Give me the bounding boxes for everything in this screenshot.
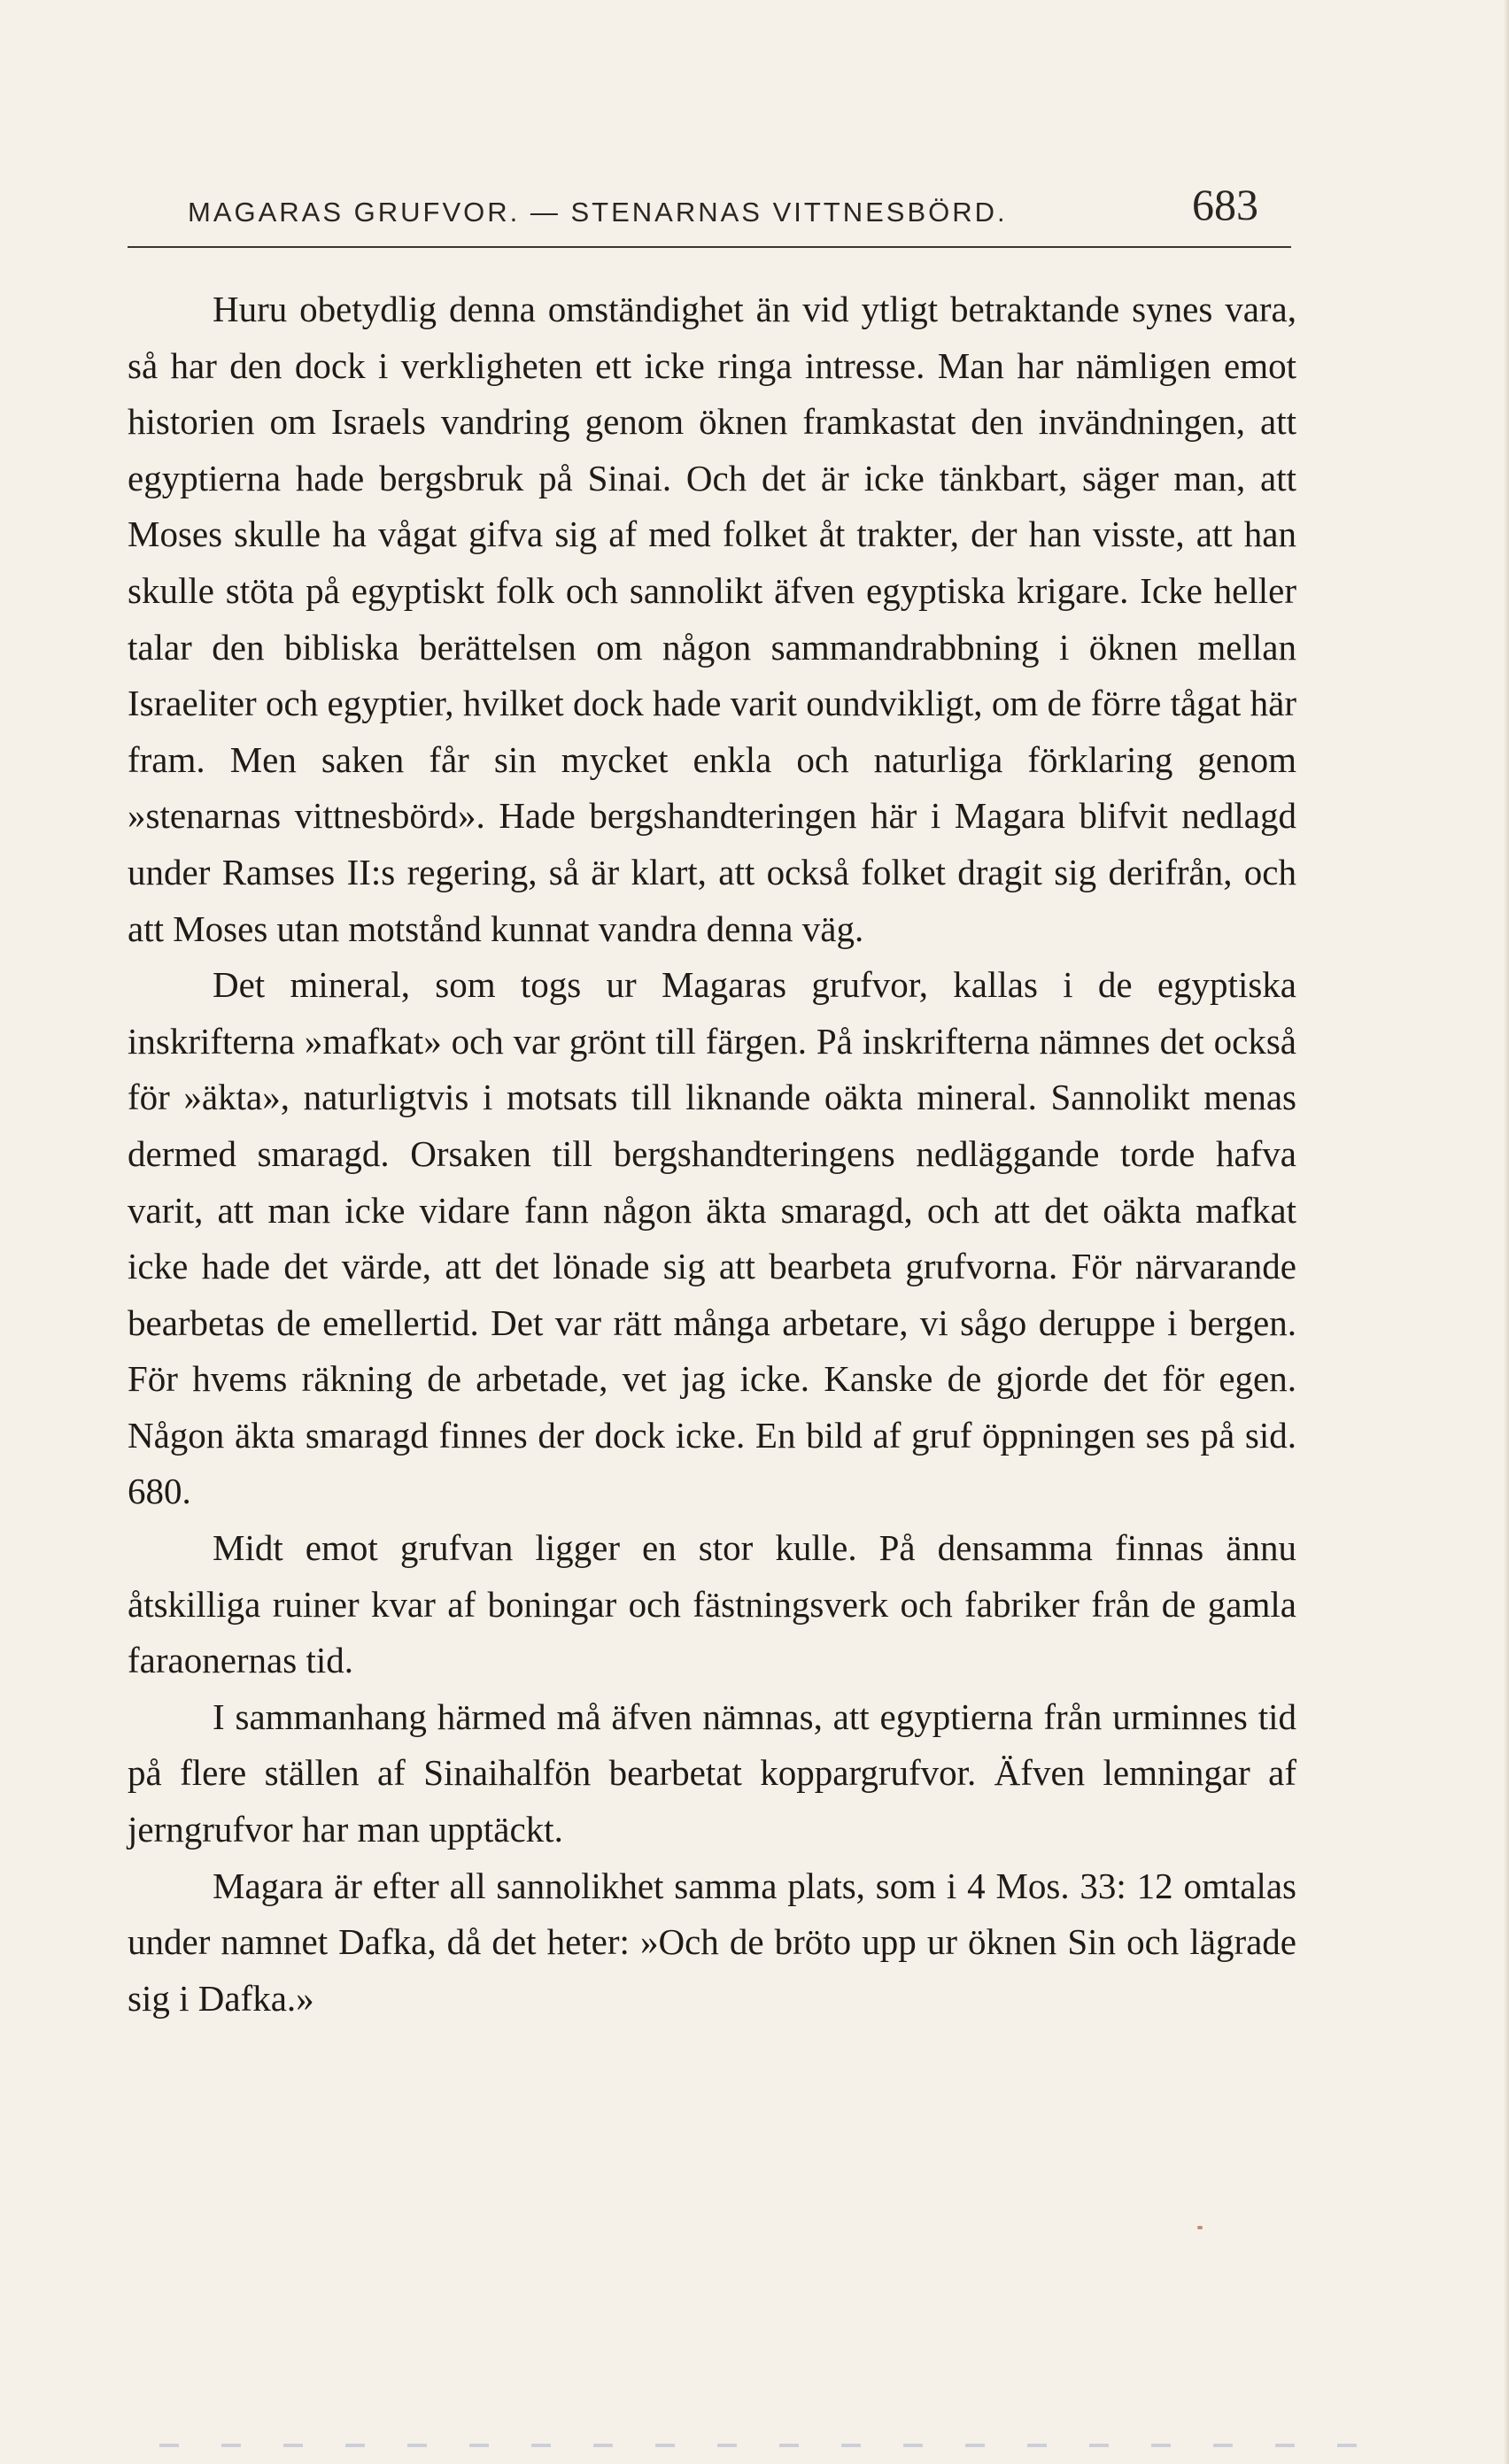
ink-speck (1197, 2226, 1203, 2229)
body-text (128, 282, 1296, 2027)
paragraph-1: Huru obetydlig denna omständighet än vid ytligt betraktande synes vara, så har den dock i verkligheten ett icke ringa intresse. Man har nämligen emot historien om Israels vandring genom öknen framkastat den invändningen, att egyptierna hade bergsbruk på Sinai. Och det är icke tänkbart, säger man, att Moses skulle ha vågat gifva sig af med folket åt trakter, der han visste, att han skulle stöta på egyptiskt folk och sannolikt äfven egyptiska krigare. Icke heller talar den bibliska berättelsen om någon sammandrabbning i öknen mellan Israeliter och egyptier, hvilket dock hade varit oundvikligt, om de förre tågat här fram. Men saken får sin mycket enkla och naturliga förklaring genom »stenarnas vittnesbörd». Hade bergshandteringen här i Magara blifvit nedlagd under Ramses II:s regering, så är klart, att också folket dragit sig derifrån, och att Moses utan motstånd kunnat vandra denna väg. (128, 289, 1296, 949)
paragraph-2: Det mineral, som togs ur Magaras grufvor, kallas i de egyptiska inskrifterna »mafkat» och var grönt till färgen. På inskrifterna nämnes det också för »äkta», naturligtvis i motsats till liknande oäkta mineral. Sannolikt menas dermed smaragd. Orsaken till bergshandteringens nedläggande torde hafva varit, att man icke vidare fann någon äkta smaragd, och att det oäkta mafkat icke hade det värde, att det lönade sig att bearbeta grufvorna. För närvarande bearbetas de emellertid. Det var rätt många arbetare, vi sågo deruppe i bergen. För hvems räkning de arbetade, vet jag icke. Kanske de gjorde det för egen. Någon äkta smaragd finnes der dock icke. En bild af gruf öppningen ses på sid. 680. (128, 964, 1296, 1512)
page-number: 683 (1192, 180, 1258, 229)
paragraph-4: I sammanhang härmed må äfven nämnas, att egyptierna från urminnes tid på flere ställen af Sinaihalfön bearbetat koppargrufvor. Äfven lemningar af jerngrufvor har man upptäckt. (128, 1695, 1296, 1850)
running-head: MAGARAS GRUFVOR. — STENARNAS VITTNESBÖRD. (188, 197, 1008, 228)
page-edge-shadow (1504, 0, 1509, 2464)
paragraph-5: Magara är efter all sannolikhet samma plats, som i 4 Mos. 33: 12 omtalas under namnet Dafka, då det heter: »Och de bröto upp ur öknen Sin och lägrade sig i Dafka.» (128, 1865, 1296, 2019)
header-rule (128, 246, 1291, 248)
paragraph-3: Midt emot grufvan ligger en stor kulle. På densamma finnas ännu åtskilliga ruiner kvar af boningar och fästningsverk och fabriker från de gamla faraonernas tid. (128, 1527, 1296, 1681)
scan-edge-marks (159, 2444, 1381, 2447)
